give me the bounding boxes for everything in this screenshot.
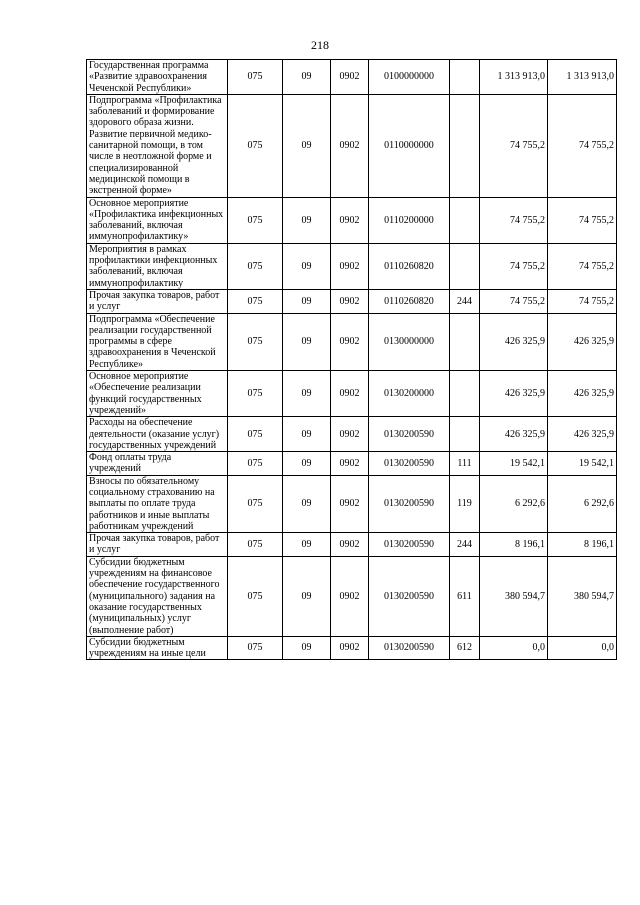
expense-type-cell: 244 (450, 289, 480, 313)
amount-1-cell: 74 755,2 (480, 197, 548, 243)
amount-1-cell: 8 196,1 (480, 533, 548, 557)
target-article-cell: 0130200590 (369, 452, 450, 476)
table-row (87, 475, 617, 532)
expense-type-cell (450, 60, 480, 95)
amount-2-cell: 74 755,2 (548, 243, 617, 289)
row-name-cell: Мероприятия в рамках профилактики инфекционных заболеваний, включая иммунопрофилактику (87, 243, 228, 289)
subsection-code-cell: 0902 (331, 475, 369, 532)
expense-type-cell: 611 (450, 556, 480, 636)
ministry-code-cell: 075 (228, 197, 283, 243)
expense-type-cell: 111 (450, 452, 480, 476)
amount-1-cell: 426 325,9 (480, 417, 548, 452)
ministry-code-cell: 075 (228, 289, 283, 313)
amount-1-cell: 74 755,2 (480, 94, 548, 197)
target-article-cell: 0130200590 (369, 556, 450, 636)
table-row (87, 417, 617, 452)
target-article-cell: 0130200590 (369, 417, 450, 452)
expense-type-cell (450, 197, 480, 243)
table-row (87, 60, 617, 95)
amount-2-cell: 426 325,9 (548, 371, 617, 417)
table-row (87, 313, 617, 370)
section-code-cell: 09 (283, 289, 331, 313)
amount-2-cell: 19 542,1 (548, 452, 617, 476)
row-name-cell: Подпрограмма «Обеспечение реализации государственной программы в сфере здравоохранения в Чеченской Республике» (87, 313, 228, 370)
row-name-cell: Прочая закупка товаров, работ и услуг (87, 533, 228, 557)
page-number: 218 (311, 38, 329, 52)
target-article-cell: 0110260820 (369, 289, 450, 313)
ministry-code-cell: 075 (228, 313, 283, 370)
ministry-code-cell: 075 (228, 452, 283, 476)
amount-2-cell: 380 594,7 (548, 556, 617, 636)
subsection-code-cell: 0902 (331, 243, 369, 289)
target-article-cell: 0100000000 (369, 60, 450, 95)
section-code-cell: 09 (283, 417, 331, 452)
amount-1-cell: 426 325,9 (480, 313, 548, 370)
target-article-cell: 0130200590 (369, 636, 450, 660)
amount-1-cell: 19 542,1 (480, 452, 548, 476)
section-code-cell: 09 (283, 533, 331, 557)
expense-type-cell: 119 (450, 475, 480, 532)
row-name-cell: Основное мероприятие «Профилактика инфекционных заболеваний, включая иммунопрофилактику» (87, 197, 228, 243)
amount-1-cell: 6 292,6 (480, 475, 548, 532)
expense-type-cell: 244 (450, 533, 480, 557)
table-row (87, 556, 617, 636)
ministry-code-cell: 075 (228, 94, 283, 197)
section-code-cell: 09 (283, 556, 331, 636)
expense-type-cell (450, 94, 480, 197)
table-row (87, 289, 617, 313)
table-row (87, 371, 617, 417)
ministry-code-cell: 075 (228, 417, 283, 452)
section-code-cell: 09 (283, 636, 331, 660)
amount-2-cell: 6 292,6 (548, 475, 617, 532)
table-row (87, 94, 617, 197)
expense-type-cell: 612 (450, 636, 480, 660)
amount-1-cell: 380 594,7 (480, 556, 548, 636)
amount-2-cell: 74 755,2 (548, 289, 617, 313)
section-code-cell: 09 (283, 313, 331, 370)
ministry-code-cell: 075 (228, 533, 283, 557)
subsection-code-cell: 0902 (331, 452, 369, 476)
table-row (87, 197, 617, 243)
subsection-code-cell: 0902 (331, 556, 369, 636)
row-name-cell: Государственная программа «Развитие здравоохранения Чеченской Республики» (87, 60, 228, 95)
row-name-cell: Фонд оплаты труда учреждений (87, 452, 228, 476)
expense-type-cell (450, 243, 480, 289)
subsection-code-cell: 0902 (331, 313, 369, 370)
target-article-cell: 0130200590 (369, 533, 450, 557)
table-body (87, 60, 617, 660)
target-article-cell: 0110000000 (369, 94, 450, 197)
row-name-cell: Взносы по обязательному социальному страхованию на выплаты по оплате труда работников и иные выплаты работникам учреждений (87, 475, 228, 532)
amount-2-cell: 0,0 (548, 636, 617, 660)
table-row (87, 243, 617, 289)
amount-1-cell: 74 755,2 (480, 243, 548, 289)
amount-1-cell: 1 313 913,0 (480, 60, 548, 95)
ministry-code-cell: 075 (228, 636, 283, 660)
row-name-cell: Основное мероприятие «Обеспечение реализации функций государственных учреждений» (87, 371, 228, 417)
target-article-cell: 0130000000 (369, 313, 450, 370)
subsection-code-cell: 0902 (331, 60, 369, 95)
section-code-cell: 09 (283, 243, 331, 289)
row-name-cell: Субсидии бюджетным учреждениям на финансовое обеспечение государственного (муниципального) задания на оказание государственных (муниципальных) услуг (выполнение работ) (87, 556, 228, 636)
subsection-code-cell: 0902 (331, 94, 369, 197)
row-name-cell: Субсидии бюджетным учреждениям на иные цели (87, 636, 228, 660)
subsection-code-cell: 0902 (331, 371, 369, 417)
ministry-code-cell: 075 (228, 475, 283, 532)
amount-2-cell: 74 755,2 (548, 94, 617, 197)
amount-2-cell: 426 325,9 (548, 417, 617, 452)
section-code-cell: 09 (283, 452, 331, 476)
amount-2-cell: 1 313 913,0 (548, 60, 617, 95)
table-row (87, 533, 617, 557)
expense-type-cell (450, 371, 480, 417)
section-code-cell: 09 (283, 94, 331, 197)
amount-1-cell: 74 755,2 (480, 289, 548, 313)
subsection-code-cell: 0902 (331, 197, 369, 243)
amount-2-cell: 74 755,2 (548, 197, 617, 243)
amount-1-cell: 0,0 (480, 636, 548, 660)
table-row (87, 636, 617, 660)
ministry-code-cell: 075 (228, 556, 283, 636)
amount-2-cell: 8 196,1 (548, 533, 617, 557)
row-name-cell: Расходы на обеспечение деятельности (оказание услуг) государственных учреждений (87, 417, 228, 452)
subsection-code-cell: 0902 (331, 417, 369, 452)
amount-1-cell: 426 325,9 (480, 371, 548, 417)
row-name-cell: Подпрограмма «Профилактика заболеваний и формирование здорового образа жизни. Развитие первичной медико-санитарной помощи, в том числе в неотложной форме и специализированной медицинской помощи в экстренной форме» (87, 94, 228, 197)
ministry-code-cell: 075 (228, 371, 283, 417)
ministry-code-cell: 075 (228, 243, 283, 289)
ministry-code-cell: 075 (228, 60, 283, 95)
target-article-cell: 0110260820 (369, 243, 450, 289)
expense-type-cell (450, 313, 480, 370)
target-article-cell: 0130200000 (369, 371, 450, 417)
subsection-code-cell: 0902 (331, 636, 369, 660)
section-code-cell: 09 (283, 371, 331, 417)
expense-type-cell (450, 417, 480, 452)
target-article-cell: 0130200590 (369, 475, 450, 532)
section-code-cell: 09 (283, 475, 331, 532)
subsection-code-cell: 0902 (331, 289, 369, 313)
target-article-cell: 0110200000 (369, 197, 450, 243)
amount-2-cell: 426 325,9 (548, 313, 617, 370)
budget-table (86, 59, 617, 660)
table-row (87, 452, 617, 476)
row-name-cell: Прочая закупка товаров, работ и услуг (87, 289, 228, 313)
subsection-code-cell: 0902 (331, 533, 369, 557)
section-code-cell: 09 (283, 60, 331, 95)
section-code-cell: 09 (283, 197, 331, 243)
